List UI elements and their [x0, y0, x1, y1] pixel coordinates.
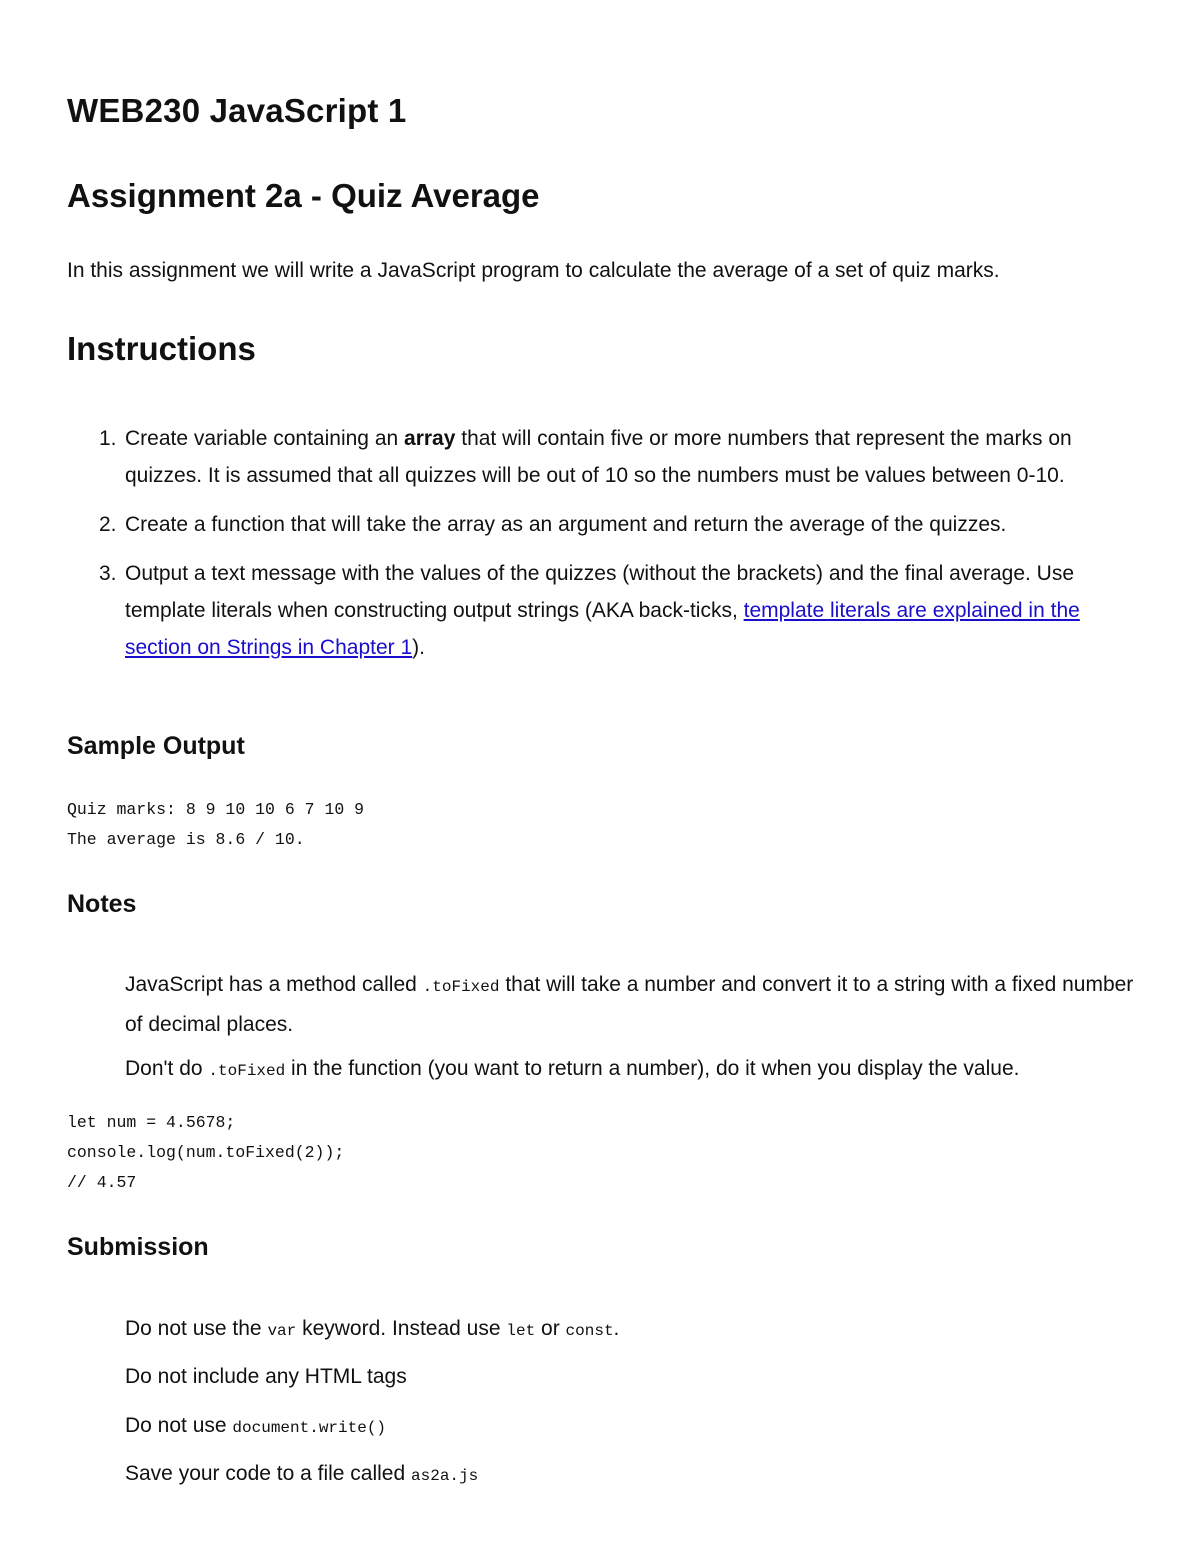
note-dont-tofixed [125, 1050, 1145, 1090]
list-item-text: Create a function that will take the array as an argument and return the average of the quizzes. [125, 513, 1007, 536]
rule-text: . [613, 1317, 620, 1340]
inline-code: document.write() [232, 1419, 387, 1437]
note-text: that will take a number and convert it to a string with a fixed number of decimal places. [125, 973, 1134, 1036]
rule-text: Do not use [125, 1414, 233, 1437]
submission-rule-var [125, 1310, 1145, 1350]
list-item-text: ). [412, 636, 425, 659]
instructions-heading: Instructions [67, 330, 256, 367]
list-item-bold-text: array [404, 427, 456, 450]
submission-rule-document-write [125, 1407, 1145, 1447]
inline-code: var [267, 1322, 297, 1340]
rule-text: or [535, 1317, 566, 1340]
course-title: WEB230 JavaScript 1 [67, 92, 407, 129]
inline-code: let [506, 1322, 536, 1340]
rule-text: keyword. Instead use [296, 1317, 507, 1340]
assignment-title: Assignment 2a - Quiz Average [67, 177, 540, 214]
inline-code: .toFixed [208, 1062, 286, 1080]
submission-rule-filename [125, 1455, 1145, 1495]
rule-text: Do not use the [125, 1317, 268, 1340]
inline-code: const [565, 1322, 614, 1340]
list-item [67, 420, 1147, 494]
list-item [67, 506, 1147, 543]
inline-code: as2a.js [411, 1467, 479, 1485]
list-item-text: that will contain five or more numbers that represent the marks on quizzes. It is assumed that all quizzes will be out of 10 so the numbers must be values between 0-10. [125, 427, 1072, 487]
inline-code: .toFixed [422, 978, 500, 996]
list-item-text: Output a text message with the values of the quizzes (without the brackets) and the final average. Use template literals when constructing output strings (AKA back-ticks, [125, 562, 1075, 622]
template-literals-link[interactable]: template literals are explained in the section on Strings in Chapter 1 [125, 599, 1080, 659]
sample-output-code: Quiz marks: 8 9 10 10 6 7 10 9 The average is 8.6 / 10. [67, 800, 365, 849]
sample-output-heading: Sample Output [67, 732, 245, 760]
rule-text: Save your code to a file called [125, 1462, 412, 1485]
note-text: JavaScript has a method called [125, 973, 423, 996]
list-item-number: 1. [99, 427, 117, 450]
instructions-list [67, 420, 1147, 678]
note-text: in the function (you want to return a number), do it when you display the value. [285, 1057, 1020, 1080]
list-item-number: 3. [99, 562, 117, 585]
submission-heading: Submission [67, 1233, 209, 1261]
example-code-block: let num = 4.5678; console.log(num.toFixed(2)); // 4.57 [67, 1113, 345, 1192]
submission-rule-html: Do not include any HTML tags [125, 1365, 407, 1388]
note-tofixed [125, 966, 1145, 1043]
list-item-number: 2. [99, 513, 117, 536]
note-text: Don't do [125, 1057, 209, 1080]
intro-paragraph: In this assignment we will write a JavaScript program to calculate the average of a set of quiz marks. [67, 259, 1000, 282]
list-item-text: Create variable containing an [125, 427, 405, 450]
notes-heading: Notes [67, 890, 137, 918]
list-item [67, 555, 1147, 666]
